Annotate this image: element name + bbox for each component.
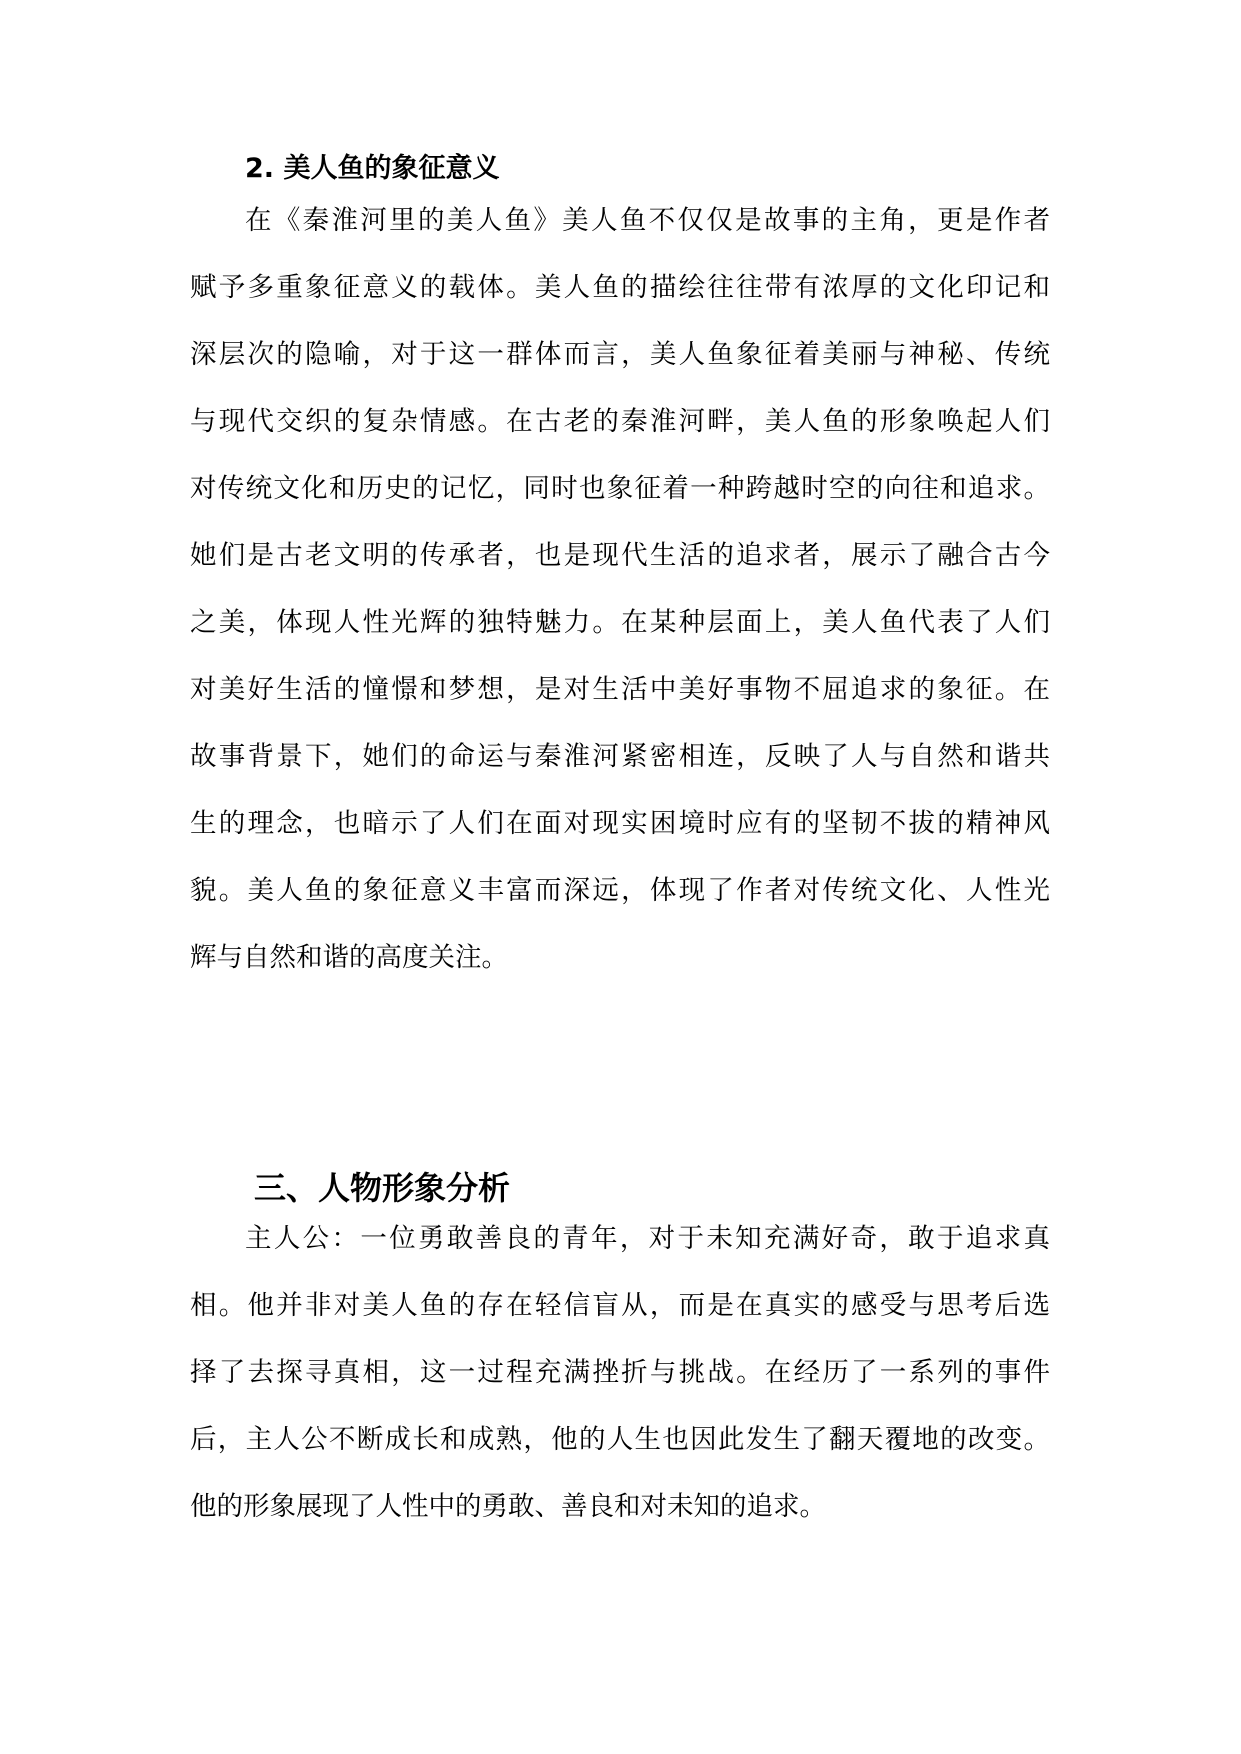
paragraph-line: 之美，体现人性光辉的独特魅力。在某种层面上，美人鱼代表了人们	[190, 607, 1050, 638]
paragraph-line: 她们是古老文明的传承者，也是现代生活的追求者，展示了融合古今	[190, 540, 1050, 571]
paragraph-line: 与现代交织的复杂情感。在古老的秦淮河畔，美人鱼的形象唤起人们	[190, 406, 1050, 437]
paragraph-line: 主人公：一位勇敢善良的青年，对于未知充满好奇，敢于追求真	[245, 1223, 1050, 1254]
section-heading: 三、人物形象分析	[254, 1169, 511, 1207]
paragraph-line: 赋予多重象征意义的载体。美人鱼的描绘往往带有浓厚的文化印记和	[190, 272, 1050, 303]
paragraph-line: 深层次的隐喻，对于这一群体而言，美人鱼象征着美丽与神秘、传统	[190, 339, 1050, 370]
paragraph-line: 在《秦淮河里的美人鱼》美人鱼不仅仅是故事的主角，更是作者	[245, 205, 1050, 236]
paragraph-line: 故事背景下，她们的命运与秦淮河紧密相连，反映了人与自然和谐共	[190, 741, 1050, 772]
paragraph-line: 他的形象展现了人性中的勇敢、善良和对未知的追求。	[190, 1491, 826, 1522]
paragraph-line: 相。他并非对美人鱼的存在轻信盲从，而是在真实的感受与思考后选	[190, 1290, 1050, 1321]
subheading: 2. 美人鱼的象征意义	[245, 153, 500, 184]
paragraph-line: 对传统文化和历史的记忆，同时也象征着一种跨越时空的向往和追求。	[190, 473, 1050, 504]
paragraph-line: 貌。美人鱼的象征意义丰富而深远，体现了作者对传统文化、人性光	[190, 875, 1050, 906]
paragraph-line: 择了去探寻真相，这一过程充满挫折与挑战。在经历了一系列的事件	[190, 1357, 1050, 1388]
paragraph-line: 后，主人公不断成长和成熟，他的人生也因此发生了翻天覆地的改变。	[190, 1424, 1050, 1455]
paragraph-line: 对美好生活的憧憬和梦想，是对生活中美好事物不屈追求的象征。在	[190, 674, 1050, 705]
paragraph-line: 生的理念，也暗示了人们在面对现实困境时应有的坚韧不拔的精神风	[190, 808, 1050, 839]
paragraph-line: 辉与自然和谐的高度关注。	[190, 942, 508, 973]
